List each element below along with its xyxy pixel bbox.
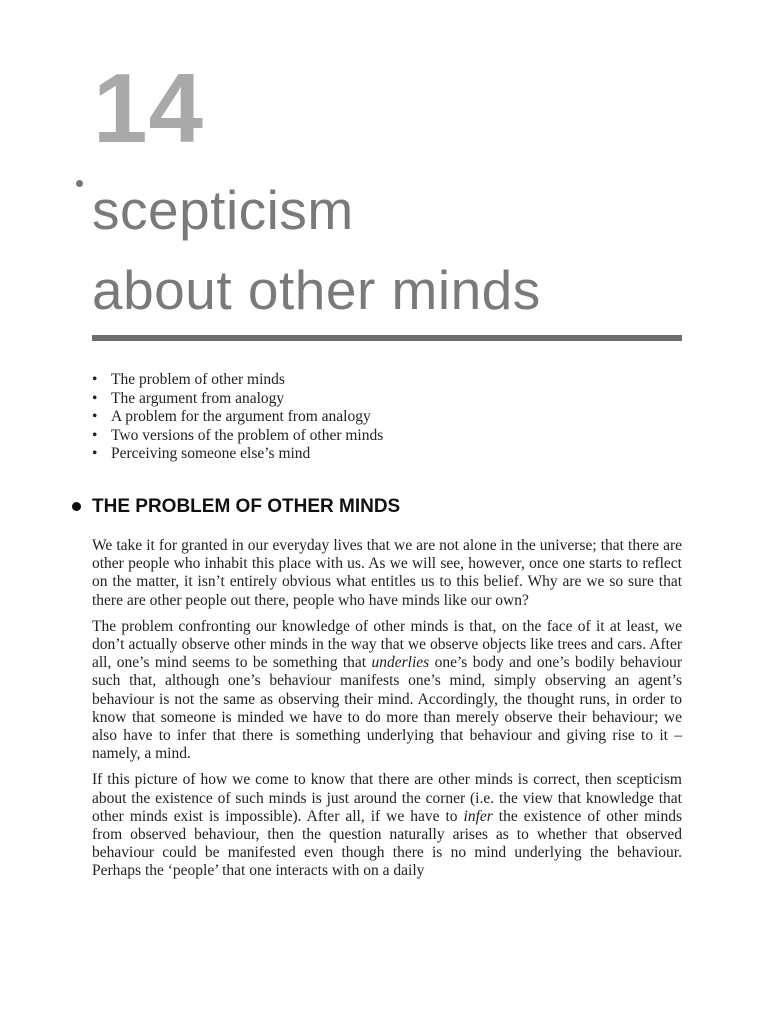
paragraph-3-text-b: the existence of other minds from observed behaviour, then the question naturally arises as to whether that observed behaviour could be manifested even though there is no mind underlying the behaviour. Perhaps the ‘people’ that one interacts with on a daily	[92, 807, 682, 880]
chapter-outline	[92, 371, 383, 464]
outline-item: • Perceiving someone else’s mind	[92, 445, 383, 464]
chapter-title-line-1: scepticism	[92, 179, 354, 241]
outline-item: • The problem of other minds	[92, 371, 383, 390]
title-divider	[92, 335, 682, 341]
paragraph-3	[92, 771, 682, 880]
paragraph-2-text-b: one’s body and one’s bodily behaviour such that, although one’s behaviour manifests one’s mind, simply observing an agent’s behaviour is not the same as observing their mind. Accordingly, the thought runs, in order to know that someone is minded we have to do more than merely observe their behaviour; we also have to infer that there is something underlying that behaviour and giving rise to it – namely, a mind.	[92, 654, 682, 763]
paragraph-2-emphasis: underlies	[371, 654, 430, 672]
chapter-number: 14	[93, 53, 205, 163]
body-text	[92, 537, 682, 889]
chapter-title-line-2: about other minds	[92, 259, 541, 321]
paragraph-1-text: We take it for granted in our everyday lives that we are not alone in the universe; that there are other people who inhabit this place with us. As we will see, however, once one starts to reflect on the matter, it isn’t entirely obvious what entitles us to this belief. Why are we so sure that there are other people out there, people who have minds like our own?	[92, 537, 682, 609]
outline-item: • Two versions of the problem of other minds	[92, 427, 383, 446]
paragraph-3-text-a: If this picture of how we come to know that there are other minds is correct, then scepticism about the existence of such minds is just around the corner (i.e. the view that knowledge that other minds exist is impossible). After all, if we have to	[92, 771, 682, 825]
section-heading: THE PROBLEM OF OTHER MINDS	[92, 496, 401, 517]
outline-item: • A problem for the argument from analogy	[92, 408, 383, 427]
section-bullet-icon	[72, 502, 81, 511]
paragraph-3-emphasis: infer	[463, 807, 493, 825]
paragraph-2	[92, 618, 682, 764]
paragraph-2-text-a: The problem confronting our knowledge of other minds is that, on the face of it at least, we don’t actually observe other minds in the way that we observe objects like trees and cars. After all, one’s mind seems to be something that	[92, 617, 682, 672]
title-bullet-icon	[76, 180, 83, 187]
chapter-title	[92, 170, 541, 330]
outline-item: • The argument from analogy	[92, 390, 383, 409]
paragraph-1	[92, 537, 682, 610]
